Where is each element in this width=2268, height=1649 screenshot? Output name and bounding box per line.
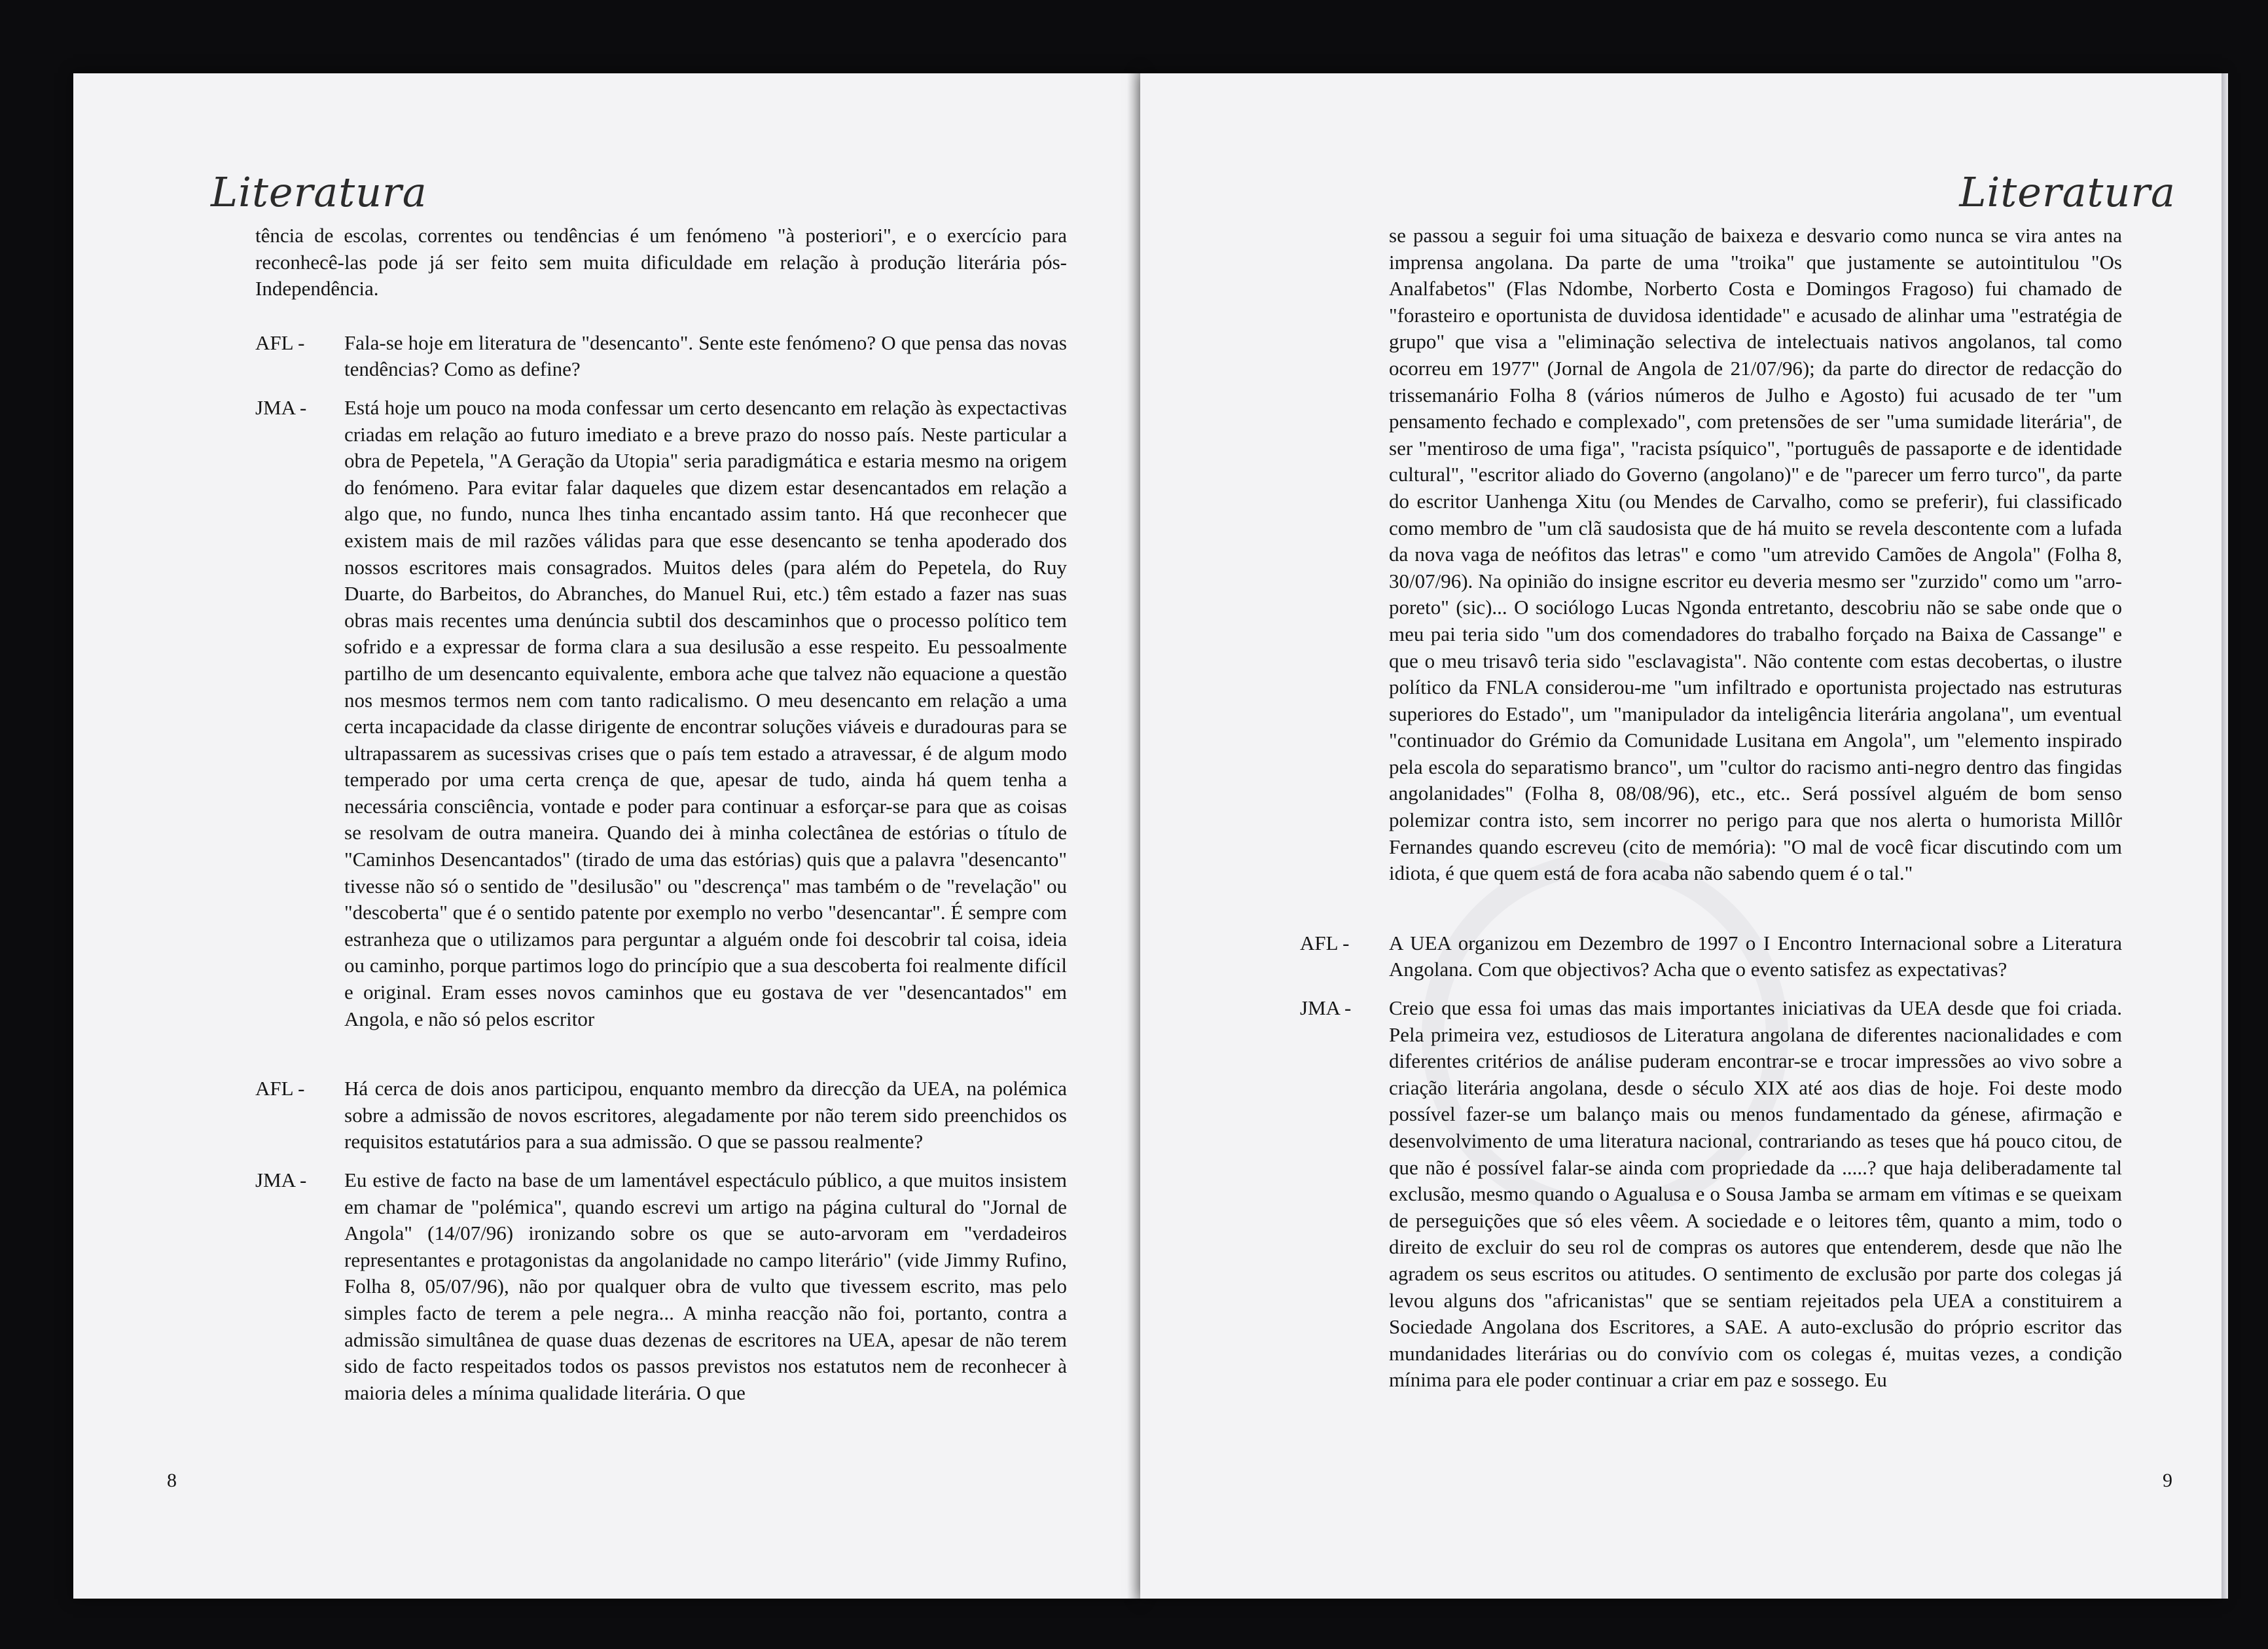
page-edge (2222, 73, 2228, 1599)
question-text: A UEA organizou em Dezembro de 1997 o I Encontro Internacional sobre a Literatura Angolana. Com que objectivos? Acha que o evento satisfez as expectativas? (1389, 931, 2122, 981)
page-header: Literatura (1959, 168, 2176, 216)
speaker-label: JMA - (255, 395, 307, 419)
interview-answer (255, 395, 1067, 1032)
continued-answer (1300, 223, 2122, 887)
interview-question (255, 1076, 1067, 1155)
interview-question (255, 330, 1067, 383)
left-page (73, 73, 1140, 1599)
page-number: 9 (2163, 1470, 2172, 1491)
question-text: Fala-se hoje em literatura de "desencanto". Sente este fenómeno? O que pensa das novas tendências? Como as define? (344, 331, 1067, 381)
speaker-label: JMA - (1300, 996, 1352, 1020)
answer-text: Creio que essa foi umas das mais importantes iniciativas da UEA desde que foi criada. Pela primeira vez, estudiosos de Literatura angolana de diferentes nacionalidades e com diferentes critérios de análise puderam encontrar-se e trocar impressões ao vivo sobre a criação literária angolana, desde o século XIX até aos dias de hoje. Foi deste modo possível fazer-se um balanço mais ou menos fundamentado da génese, afirmação e desenvolvimento de uma literatura nacional, contrariando as teses que há pouco citou, de que não é possível falar-se ainda com propriedade da .....? que haja deliberadamente tal exclusão, mesmo quando o Agualusa e o Sousa Jamba se armam em vítimas e se queixam de perseguições que só eles vêem. A sociedade e o leitores têm, quanto a mim, todo o direito de excluir do seu rol de compras os autores que entenderem, desde que não lhe agradem os seus escritos ou atitudes. O sentimento de exclusão por parte dos colegas já levou alguns dos "africanistas" que se sentiam rejeitados pela UEA a constituirem a Sociedade Angolana dos Escritores, a SAE. A auto-exclusão do próprio escritor das mundanidades literárias ou do convívio com os colegas é, muitas vezes, a condição mínima para ele poder continuar a criar em paz e sossego. Eu (1389, 996, 2122, 1392)
left-text-column (255, 223, 1067, 1406)
answer-text: Eu estive de facto na base de um lamentável espectáculo público, a que muitos insistem em chamar de "polémica", quando escrevi um artigo na página cultural do "Jornal de Angola" (14/07/96) ironizando sobre os que se auto-arvoram em "verdadeiros representantes e protagonistas da angolanidade no campo literário" (vide Jimmy Rufino, Folha 8, 05/07/96), não por qualquer obra de vulto que tivessem escrito, mas pelo simples facto de terem a pele negra... A minha reacção não foi, portanto, contra a admissão simultânea de quase duas dezenas de escritores na UEA, apesar de não terem sido de facto respeitados todos os passos previstos nos estatutos nem de reconhecer à maioria deles a mínima qualidade literária. O que (344, 1169, 1067, 1404)
interview-answer (255, 1167, 1067, 1406)
speaker-label: AFL - (255, 331, 305, 354)
page-number: 8 (167, 1470, 177, 1491)
speaker-label: JMA - (255, 1169, 307, 1191)
interview-question (1300, 930, 2122, 983)
intro-paragraph: tência de escolas, correntes ou tendências é um fenómeno "à posteriori", e o exercício para reconhecê-las pode já ser feito sem muita dificuldade em relação à produção literária pós-Independência. (255, 224, 1067, 300)
right-page (1140, 73, 2222, 1599)
interview-answer (1300, 995, 2122, 1394)
answer-text: se passou a seguir foi uma situação de baixeza e desvario como nunca se vira antes na imprensa angolana. Da parte de uma "troika" que justamente se autointitulou "Os Analfabetos" (Flas Ndombe, Norberto Costa e Domingos Fragoso) fui chamado de "forasteiro e oportunista de duvidosa identidade" e acusado de alinhar uma "estratégia de grupo" que visa a "eliminação selectiva de intelectuais nativos angolanos, tal como ocorreu em 1977" (Jornal de Angola de 21/07/96); da parte do director de redacção do trissemanário Folha 8 (vários números de Julho e Agosto) fui acusado de ter "um pensamento fechado e complexado", com pretensões de ser "uma sumidade literária", de ser "mentiroso de uma figa", "racista psíquico", "português de passaporte e de identidade cultural", "escritor aliado do Governo (angolano)" e de "parecer um ferro turco", da parte do escritor Uanhenga Xitu (ou Mendes de Carvalho, como se preferir), fui classificado como membro de "um clã saudosista que de há muito se revela descontente com a lufada da nova vaga de neófitos das letras" e como "um atrevido Camões de Angola" (Folha 8, 30/07/96). Na opinião do insigne escritor eu deveria mesmo ser "zurzido" como um "arro-poreto" (sic)... O sociólogo Lucas Ngonda entretanto, descobriu não se sabe onde que o meu pai teria sido "um dos comendadores do trabalho forçado na Baixa de Cassange" e que o meu trisavô teria sido "esclavagista". Não contente com estas decobertas, o ilustre político da FNLA considerou-me "um infiltrado e oportunista projectado nas estruturas superiores do Estado", um "manipulador da inteligência literária angolana", um eventual "continuador do Grémio da Comunidade Lusitana em Angola", um "elemento inspirado pela escola do separatismo branco", um "cultor do racismo anti-negro dentro das fingidas angolanidades" (Folha 8, 08/08/96), etc., etc.. Será possível alguém de bom senso polemizar contra isto, sem incorrer no perigo para que nos alerta o humorista Millôr Fernandes quando escreveu (cito de memória): "O mal de você ficar discutindo com um idiota, é que quem está de fora acaba não sabendo quem é o tal." (1389, 224, 2122, 885)
page-header: Literatura (211, 168, 427, 216)
right-text-column (1300, 223, 2122, 1394)
question-text: Há cerca de dois anos participou, enquanto membro da direcção da UEA, na polémica sobre a admissão de novos escritores, alegadamente por não terem sido preenchidos os requisitos estatutários para a sua admissão. O que se passou realmente? (344, 1077, 1067, 1153)
answer-text: Está hoje um pouco na moda confessar um certo desencanto em relação às expectactivas criadas em relação ao futuro imediato e a breve prazo do nosso país. Neste particular a obra de Pepetela, "A Geração da Utopia" seria paradigmática e estaria mesmo na origem do fenómeno. Para evitar falar daqueles que dizem estar desencantados em relação a algo que, no fundo, nunca lhes tinha encantado assim tanto. Há que reconhecer que existem mais de mil razões válidas para que esse desencanto se tenha apoderado dos nossos escritores mais consagrados. Muitos deles (para além do Pepetela, do Ruy Duarte, do Barbeitos, do Abranches, do Manuel Rui, etc.) têm estado a fazer nas suas obras mais recentes uma denúncia subtil dos descaminhos que o processo político tem sofrido e a expressar de forma clara a sua desilusão a esse respeito. Eu pessoalmente partilho de um desencanto equivalente, embora ache que talvez não equacione a questão nos mesmos termos nem com tanto radicalismo. O meu desencanto em relação a uma certa incapacidade da classe dirigente de encontrar soluções viáveis e duradouras para se ultrapassarem as sucessivas crises que o país tem estado a atravessar, é de algum modo temperado por uma certa crença de que, apesar de tudo, ainda há quem tenha a necessária consciência, vontade e poder para continuar a esforçar-se para que as coisas se resolvam de outra maneira. Quando dei à minha colectânea de estórias o título de "Caminhos Desencantados" (tirado de uma das estórias) quis que a palavra "desencanto" tivesse não só o sentido de "desilusão" ou "descrença" mas também o de "revelação" ou "descoberta" que é o sentido patente por exemplo no verbo "desencantar". É sempre com estranheza que o utilizamos para perguntar a alguém onde foi descobrir tal coisa, ideia ou caminho, porque partimos logo do princípio que a sua descoberta foi realmente difícil e original. Eram esses novos caminhos que eu gostava de ver "desencantados" em Angola, e não só pelos escritor (344, 395, 1067, 1030)
speaker-label: AFL - (1300, 931, 1350, 954)
speaker-label: AFL - (255, 1077, 305, 1100)
